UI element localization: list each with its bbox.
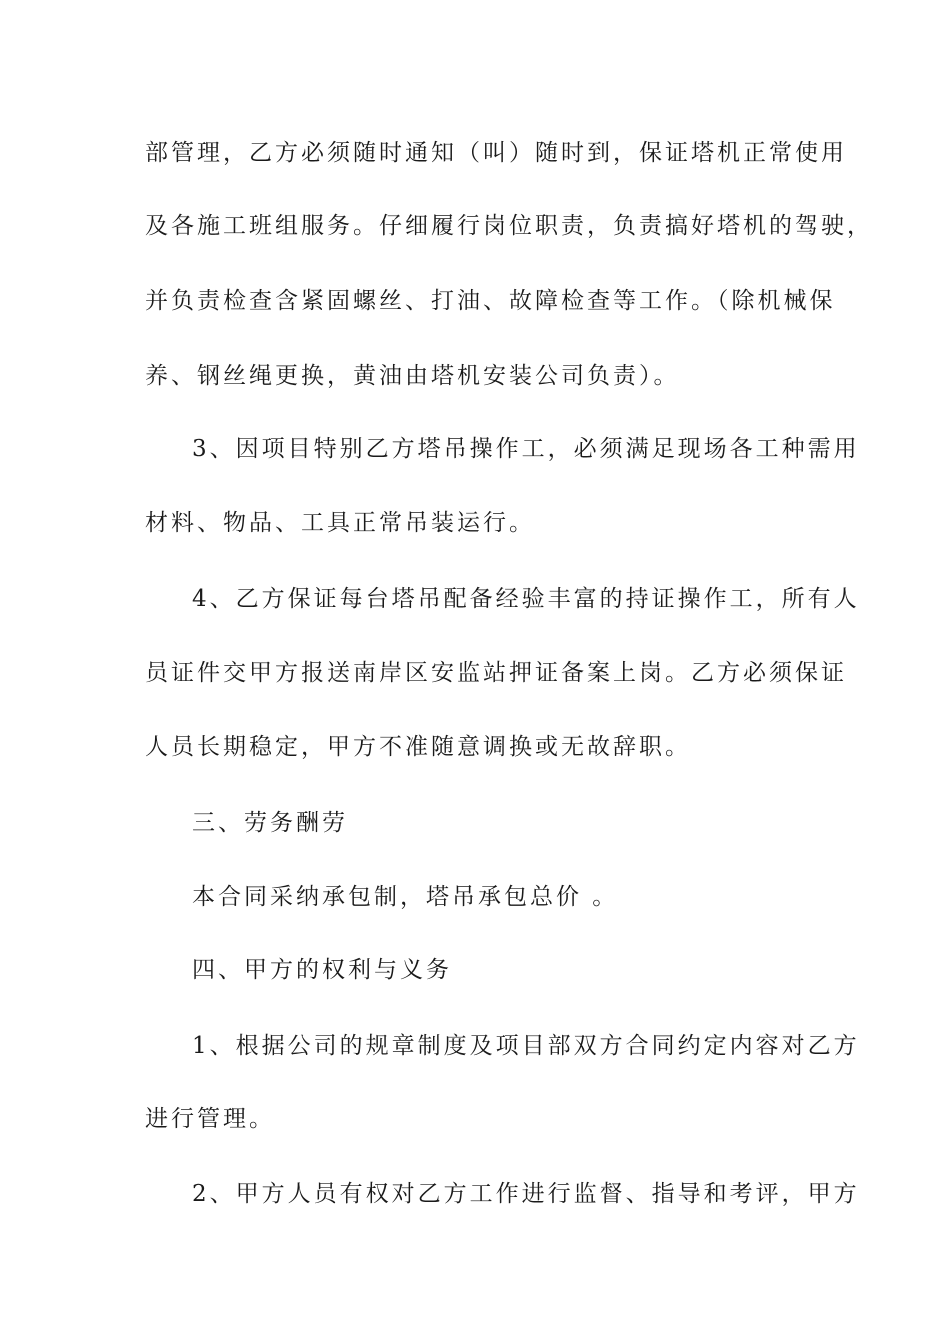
clause-2-line-1: 2、甲方人员有权对乙方工作进行监督、指导和考评，甲方 [192, 1181, 860, 1207]
text-line-3: 并负责检查含紧固螺丝、打油、故障检查等工作。（除机械保 [145, 288, 836, 314]
section-heading-4: 四、甲方的权利与义务 [192, 957, 452, 983]
paragraph-4-line-1: 4、乙方保证每台塔吊配备经验丰富的持证操作工，所有人 [192, 586, 860, 612]
paragraph-4-line-2: 员证件交甲方报送南岸区安监站押证备案上岗。乙方必须保证 [145, 660, 847, 686]
paragraph-4-line-3: 人员长期稳定，甲方不准随意调换或无故辞职。 [145, 734, 691, 760]
clause-1-line-2: 进行管理。 [145, 1106, 275, 1132]
text-line-1: 部管理，乙方必须随时通知（叫）随时到，保证塔机正常使用 [145, 140, 847, 166]
contract-price-line: 本合同采纳承包制，塔吊承包总价 。 [192, 884, 619, 910]
section-heading-3: 三、劳务酬劳 [192, 810, 348, 836]
text-line-2: 及各施工班组服务。仔细履行岗位职责，负责搞好塔机的驾驶， [145, 213, 873, 239]
text-line-4: 养、钢丝绳更换，黄油由塔机安装公司负责）。 [145, 363, 680, 389]
clause-1-line-1: 1、根据公司的规章制度及项目部双方合同约定内容对乙方 [192, 1033, 860, 1059]
paragraph-3-line-2: 材料、物品、工具正常吊装运行。 [145, 510, 535, 536]
paragraph-3-line-1: 3、因项目特别乙方塔吊操作工，必须满足现场各工种需用 [192, 436, 860, 462]
